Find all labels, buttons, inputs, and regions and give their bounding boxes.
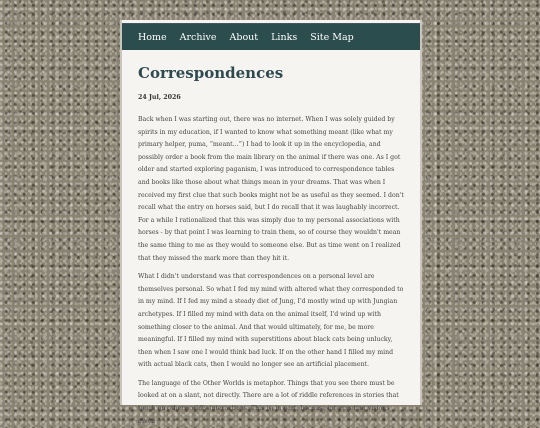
nav-sitemap-link[interactable]: Site Map — [310, 31, 354, 43]
nav-archive-link[interactable]: Archive — [179, 31, 217, 43]
nav-home-link[interactable]: Home — [138, 31, 167, 43]
main-nav — [122, 23, 420, 50]
post-paragraph: What I didn't understand was that correspondences on a personal level are themselves personal. So what I fed my mind with altered what they corresponded to in my mind. If I fed my mind a steady diet of Jung, I'd mostly wind up with Jungian archetypes. If I filled my mind with data on the animal itself, I'd wind up with something closer to the animal. And that would ultimately, for me, be more meaningful. If I filled my mind with superstitions about black cats being unlucky, then when I saw one I would think bad luck. If on the other hand I filled my mind with actual black cats, then I would no longer see an artificial placement. — [138, 273, 404, 369]
post-date: 24 Jul, 2026 — [138, 94, 181, 101]
page-container — [120, 20, 422, 425]
post-content — [122, 50, 420, 428]
post-paragraph: The language of the Other Worlds is metaphor. Things that you see there must be looked at on a slant, not directly. There are a lot of riddle references in stories that touch on otherworldly interactions. This is, in part, because interpreting visions given — [138, 379, 399, 425]
nav-links-link[interactable]: Links — [271, 31, 298, 43]
post-paragraph: Back when I was starting out, there was no internet. When I was solely guided by spirits in my education, if I wanted to know what something meant (like what my primary helper, puma, “meant…”) I had to look it up in the encyclopedia, and possibly order a book from the main library on the animal if there was one. As I got older and started exploring paganism, I was introduced to correspondence tables and books like those about what things mean in your dreams. That was when I received my first clue that such books might not be as useful as they seemed. I don't recall what the entry on horses said, but I do recall that it was laughably incorrect. For a while I rationalized that this was simply due to my personal associations with horses - by that point I was learning to train them, so of course they wouldn't mean the same thing to me as they would to someone else. But as time went on I realized that they missed the mark more than they hit it. — [138, 116, 404, 262]
post-title: Correspondences — [138, 64, 284, 82]
nav-about-link[interactable]: About — [229, 31, 259, 43]
